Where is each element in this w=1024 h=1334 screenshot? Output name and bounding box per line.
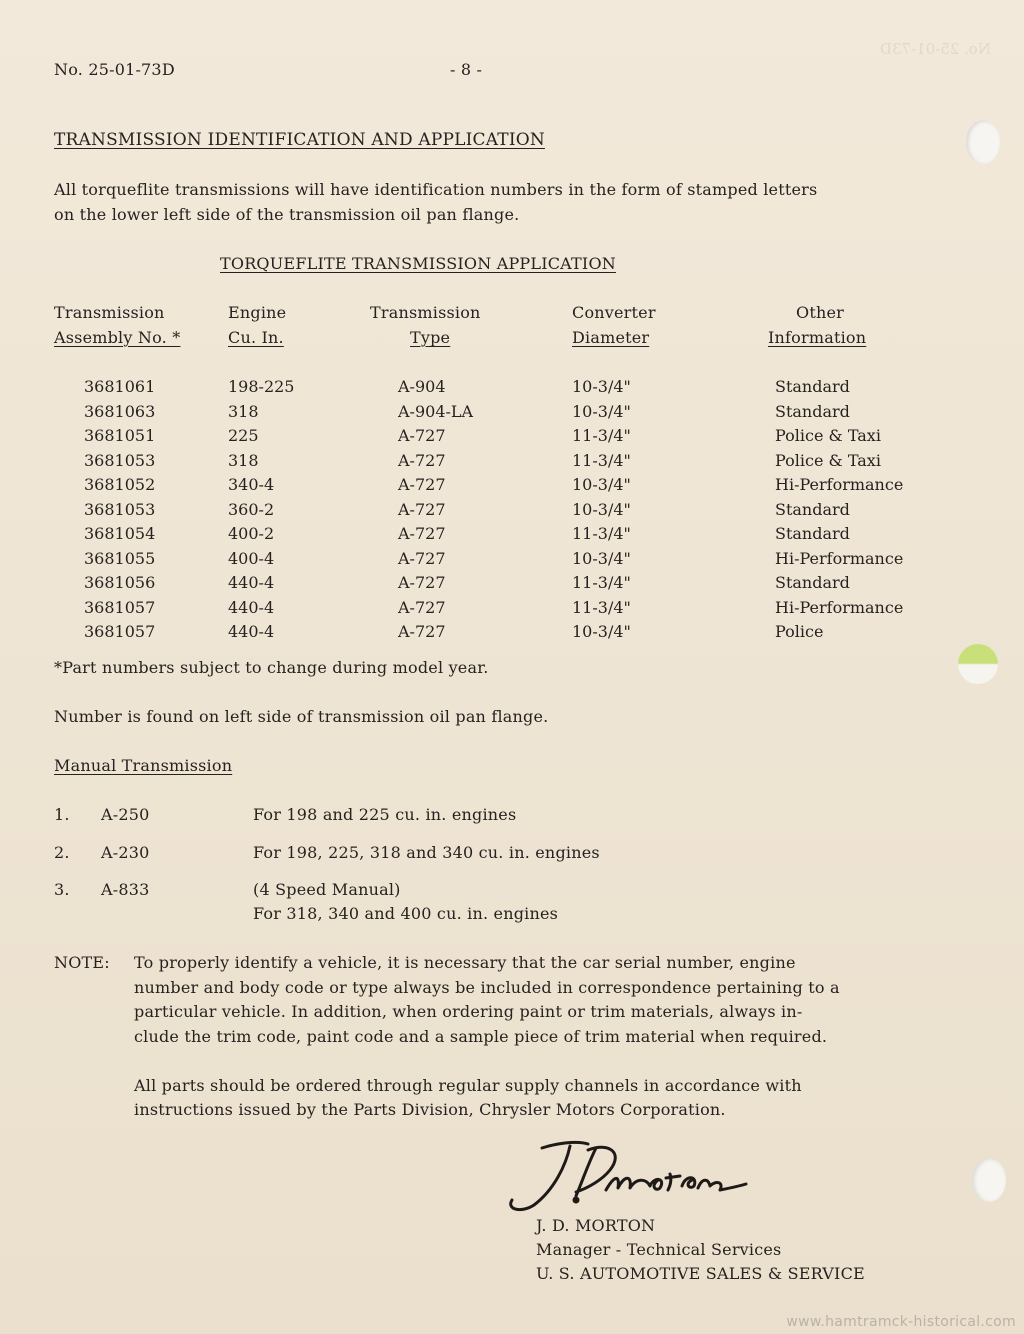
converter-cell: 10-3/4" — [572, 402, 631, 421]
manual-item-desc: (4 Speed Manual) — [253, 880, 401, 899]
transmission-type-cell: A-727 — [398, 475, 446, 494]
transmission-type-cell: A-727 — [398, 500, 446, 519]
transmission-type-cell: A-904-LA — [398, 402, 474, 421]
transmission-type-cell: A-727 — [398, 524, 446, 543]
assembly-number-cell: 3681054 — [84, 524, 156, 543]
transmission-type-cell: A-727 — [398, 622, 446, 641]
assembly-number-cell: 3681063 — [84, 402, 156, 421]
punch-hole-bottom — [972, 1158, 1006, 1202]
green-tab-mark — [958, 644, 998, 684]
location-note: Number is found on left side of transmission oil pan flange. — [54, 707, 549, 726]
converter-cell: 11-3/4" — [572, 426, 631, 445]
assembly-number-cell: 3681051 — [84, 426, 156, 445]
other-info-cell: Hi-Performance — [775, 475, 904, 494]
transmission-type-cell: A-727 — [398, 451, 446, 470]
manual-item-num: 2. — [54, 843, 70, 862]
manual-item-num: 1. — [54, 805, 70, 824]
converter-cell: 11-3/4" — [572, 573, 631, 592]
engine-cell: 340-4 — [228, 475, 275, 494]
note-line: To properly identify a vehicle, it is necessary that the car serial number, engine — [134, 953, 796, 972]
header-type-line-1: Transmission — [370, 303, 481, 322]
header-converter-line-1: Converter — [572, 303, 656, 322]
other-info-cell: Police — [775, 622, 824, 641]
transmission-type-cell: A-727 — [398, 573, 446, 592]
other-info-cell: Hi-Performance — [775, 549, 904, 568]
other-info-cell: Police & Taxi — [775, 451, 881, 470]
converter-cell: 10-3/4" — [572, 377, 631, 396]
engine-cell: 440-4 — [228, 622, 275, 641]
note-paragraph-2-line: All parts should be ordered through regular supply channels in accordance with — [134, 1076, 802, 1095]
section-title: TRANSMISSION IDENTIFICATION AND APPLICATION — [54, 130, 545, 150]
other-info-cell: Police & Taxi — [775, 426, 881, 445]
header-converter-line-2: Diameter — [572, 328, 650, 347]
note-line: particular vehicle. In addition, when ordering paint or trim materials, always in- — [134, 1002, 803, 1021]
assembly-number-cell: 3681052 — [84, 475, 156, 494]
page-number: - 8 - — [450, 60, 483, 79]
note-paragraph-2-line: instructions issued by the Parts Division, Chrysler Motors Corporation. — [134, 1100, 726, 1119]
other-info-cell: Standard — [775, 500, 850, 519]
header-other-line-1: Other — [796, 303, 844, 322]
manual-title: Manual Transmission — [54, 756, 233, 775]
converter-cell: 10-3/4" — [572, 549, 631, 568]
engine-cell: 318 — [228, 451, 259, 470]
intro-line-1: All torqueflite transmissions will have identification numbers in the form of stamped letters — [54, 180, 818, 199]
header-engine-line-1: Engine — [228, 303, 287, 322]
header-engine-line-2: Cu. In. — [228, 328, 284, 347]
engine-cell: 225 — [228, 426, 259, 445]
manual-item-code: A-250 — [101, 805, 150, 824]
manual-item-desc: For 198 and 225 cu. in. engines — [253, 805, 517, 824]
signer-name: J. D. MORTON — [536, 1216, 656, 1235]
other-info-cell: Standard — [775, 377, 850, 396]
converter-cell: 11-3/4" — [572, 598, 631, 617]
doc-number: No. 25-01-73D — [54, 60, 175, 79]
engine-cell: 198-225 — [228, 377, 295, 396]
manual-item-desc: For 198, 225, 318 and 340 cu. in. engines — [253, 843, 600, 862]
other-info-cell: Standard — [775, 573, 850, 592]
manual-item-code: A-230 — [101, 843, 150, 862]
assembly-number-cell: 3681061 — [84, 377, 156, 396]
intro-line-2: on the lower left side of the transmission oil pan flange. — [54, 205, 520, 224]
transmission-type-cell: A-727 — [398, 598, 446, 617]
header-other-line-2: Information — [768, 328, 867, 347]
other-info-cell: Standard — [775, 402, 850, 421]
manual-item-code: A-833 — [101, 880, 150, 899]
note-label: NOTE: — [54, 953, 110, 972]
header-type-line-2: Type — [410, 328, 451, 347]
assembly-number-cell: 3681053 — [84, 500, 156, 519]
converter-cell: 10-3/4" — [572, 500, 631, 519]
punch-hole-top — [966, 120, 1000, 164]
engine-cell: 440-4 — [228, 573, 275, 592]
header-assembly-line-1: Transmission — [54, 303, 165, 322]
assembly-number-cell: 3681057 — [84, 598, 156, 617]
header-assembly-line-2: Assembly No. * — [54, 328, 181, 347]
engine-cell: 400-4 — [228, 549, 275, 568]
transmission-type-cell: A-727 — [398, 549, 446, 568]
manual-item-num: 3. — [54, 880, 70, 899]
transmission-type-cell: A-904 — [398, 377, 446, 396]
note-line: clude the trim code, paint code and a sample piece of trim material when required. — [134, 1027, 828, 1046]
engine-cell: 318 — [228, 402, 259, 421]
engine-cell: 360-2 — [228, 500, 275, 519]
table-title: TORQUEFLITE TRANSMISSION APPLICATION — [220, 254, 616, 273]
footnote: *Part numbers subject to change during model year. — [54, 658, 489, 677]
other-info-cell: Standard — [775, 524, 850, 543]
assembly-number-cell: 3681055 — [84, 549, 156, 568]
signer-org: U. S. AUTOMOTIVE SALES & SERVICE — [536, 1264, 865, 1283]
engine-cell: 440-4 — [228, 598, 275, 617]
assembly-number-cell: 3681057 — [84, 622, 156, 641]
converter-cell: 10-3/4" — [572, 475, 631, 494]
other-info-cell: Hi-Performance — [775, 598, 904, 617]
converter-cell: 10-3/4" — [572, 622, 631, 641]
bleed-through-text: No. 25-01-73D — [880, 40, 991, 58]
converter-cell: 11-3/4" — [572, 451, 631, 470]
site-watermark: www.hamtramck-historical.com — [786, 1314, 1016, 1330]
engine-cell: 400-2 — [228, 524, 275, 543]
signer-title: Manager - Technical Services — [536, 1240, 782, 1259]
note-line: number and body code or type always be included in correspondence pertaining to a — [134, 978, 840, 997]
assembly-number-cell: 3681053 — [84, 451, 156, 470]
handwritten-signature — [484, 1130, 754, 1220]
manual-item-desc-2: For 318, 340 and 400 cu. in. engines — [253, 904, 559, 923]
converter-cell: 11-3/4" — [572, 524, 631, 543]
transmission-type-cell: A-727 — [398, 426, 446, 445]
assembly-number-cell: 3681056 — [84, 573, 156, 592]
